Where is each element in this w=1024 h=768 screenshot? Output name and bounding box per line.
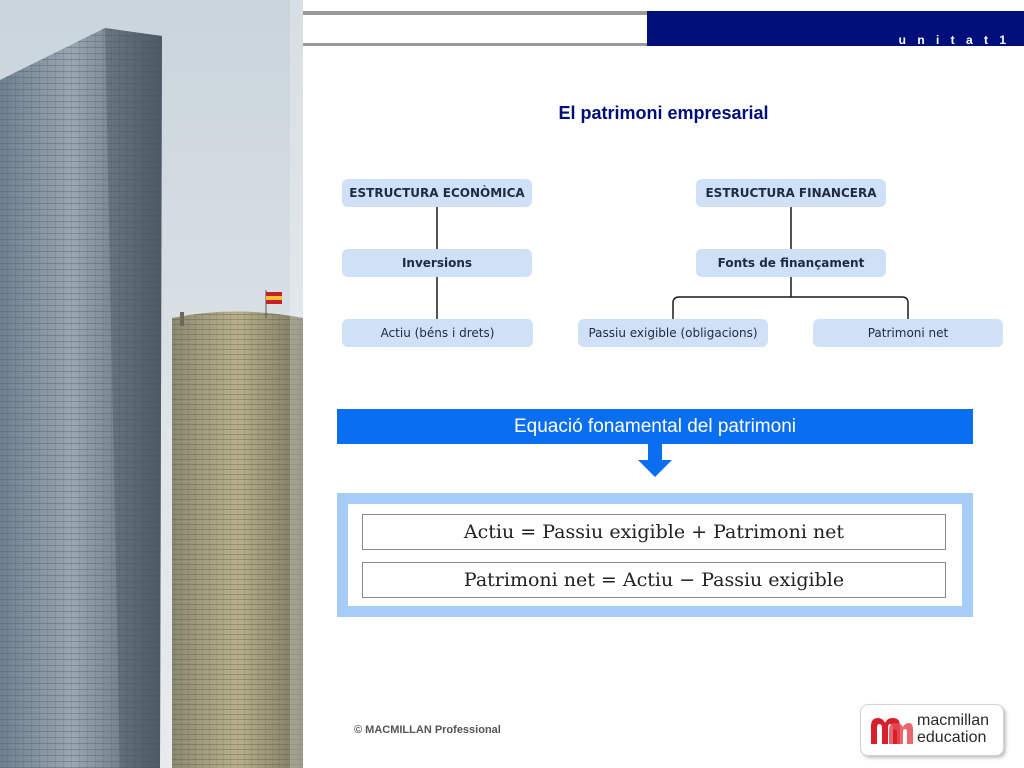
- financial-structure-box: ESTRUCTURA FINANCERA: [696, 179, 886, 207]
- equation-panel: [348, 504, 962, 606]
- logo-text-macmillan: macmillan: [917, 712, 990, 729]
- funding-sources-box: Fonts de finançament: [696, 249, 886, 277]
- copyright-text: © MACMILLAN Professional: [354, 724, 501, 736]
- page-title: El patrimoni empresarial: [558, 103, 769, 123]
- liabilities-box: Passiu exigible (obligacions): [578, 319, 768, 347]
- unit-label: u n i t a t 1: [898, 33, 1010, 47]
- macmillan-logo-icon: [869, 714, 913, 746]
- down-arrow-icon: [638, 444, 672, 478]
- economic-structure-box: ESTRUCTURA ECONÒMICA: [342, 179, 532, 207]
- equation-frame: [337, 493, 973, 617]
- net-worth-box: Patrimoni net: [813, 319, 1003, 347]
- equation-line-2: Patrimoni net = Actiu − Passiu exigible: [362, 562, 946, 598]
- macmillan-logo: [860, 704, 1004, 756]
- logo-text-education: education: [917, 729, 987, 746]
- assets-box: Actiu (béns i drets): [342, 319, 533, 347]
- equation-heading: Equació fonamental del patrimoni: [337, 409, 973, 444]
- equation-line-1: Actiu = Passiu exigible + Patrimoni net: [362, 514, 946, 550]
- investments-box: Inversions: [342, 249, 532, 277]
